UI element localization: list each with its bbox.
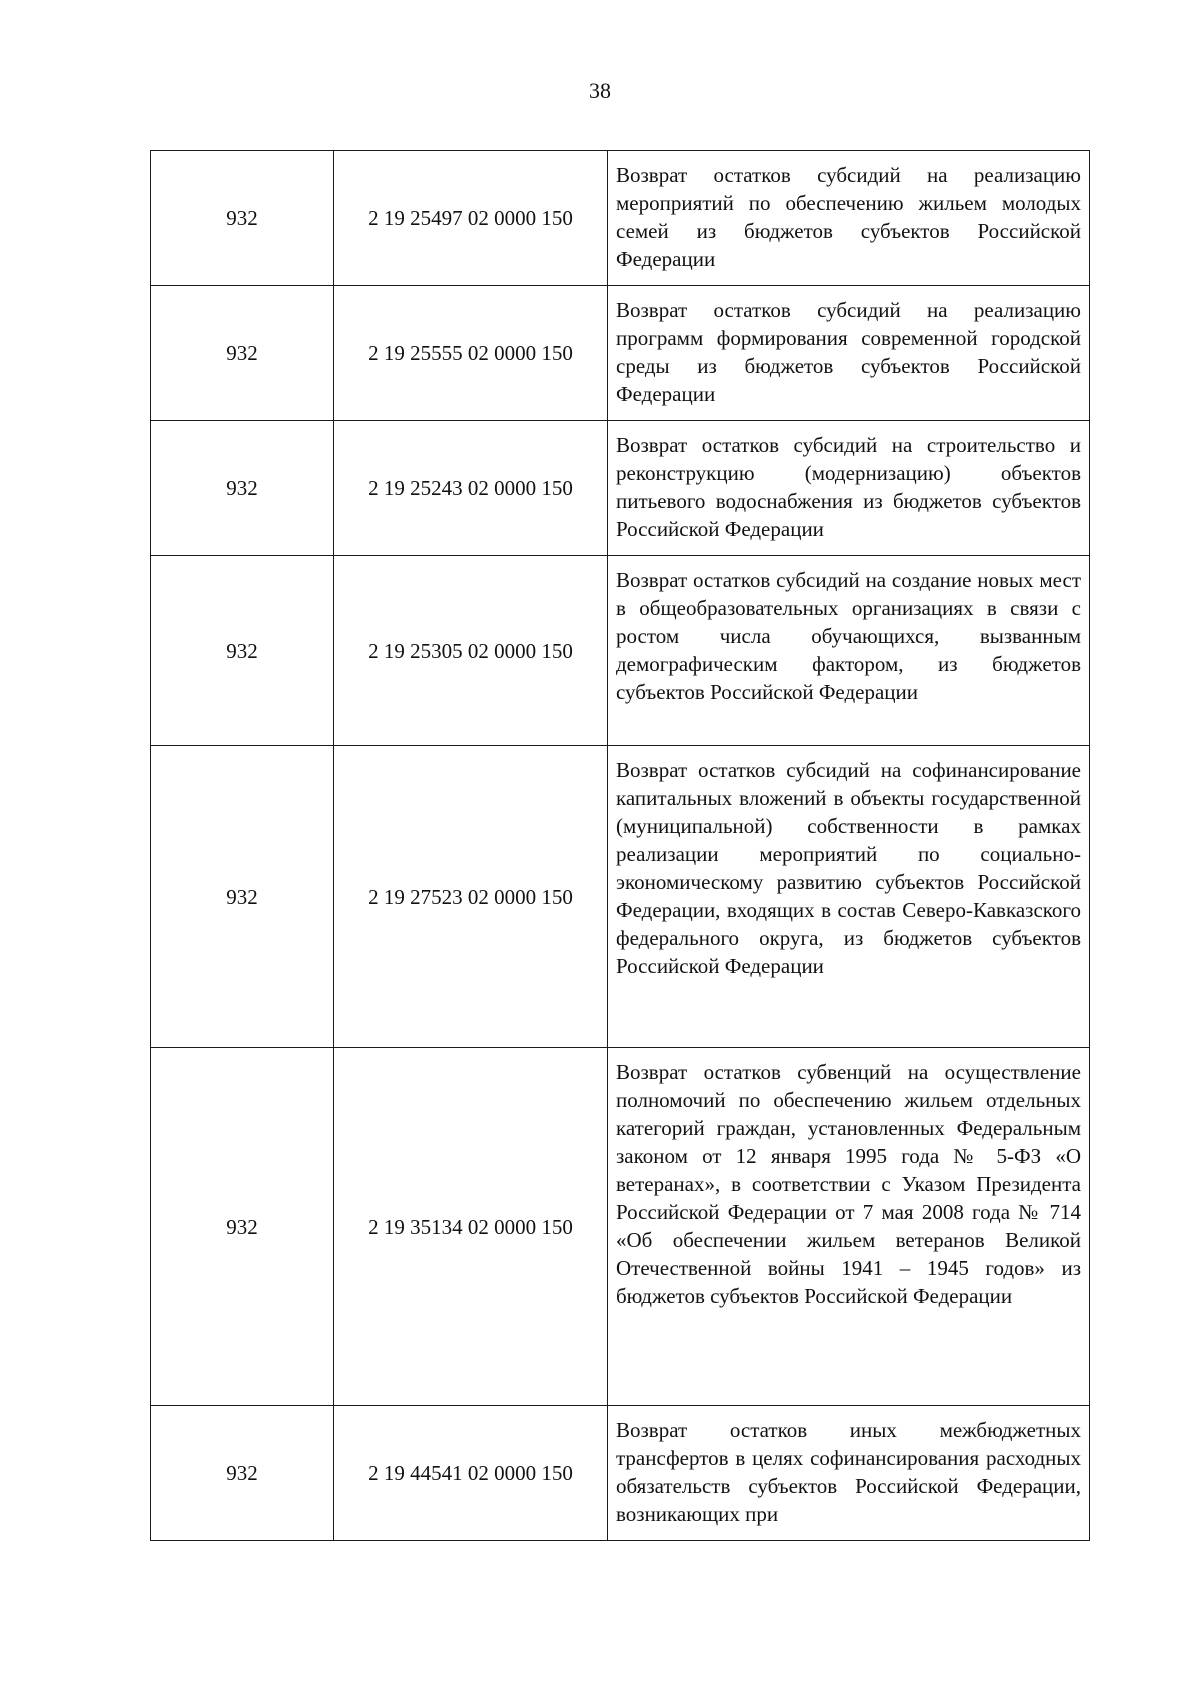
table-row [151, 151, 1090, 286]
budget-code-cell: 2 19 25497 02 0000 150 [334, 151, 608, 286]
table-row [151, 1048, 1090, 1406]
budget-code-cell: 2 19 35134 02 0000 150 [334, 1048, 608, 1406]
description-cell: Возврат остатков субсидий на реализацию программ формирования современной городской среды из бюджетов субъектов Российской Федерации [608, 286, 1090, 421]
description-cell: Возврат остатков субсидий на строительство и реконструкцию (модернизацию) объектов питьевого водоснабжения из бюджетов субъектов Российской Федерации [608, 421, 1090, 556]
table-row [151, 556, 1090, 746]
table-row [151, 1406, 1090, 1541]
budget-code-cell: 2 19 25555 02 0000 150 [334, 286, 608, 421]
admin-code-cell: 932 [151, 421, 334, 556]
budget-code-cell: 2 19 25305 02 0000 150 [334, 556, 608, 746]
admin-code-cell: 932 [151, 151, 334, 286]
description-cell: Возврат остатков субсидий на софинансирование капитальных вложений в объекты государственной (муниципальной) собственности в рамках реализации мероприятий по социально-экономическому развитию субъектов Российской Федерации, входящих в состав Северо-Кавказского федерального округа, из бюджетов субъектов Российской Федерации [608, 746, 1090, 1048]
table-row [151, 286, 1090, 421]
table-row [151, 421, 1090, 556]
admin-code-cell: 932 [151, 1048, 334, 1406]
budget-classification-table [150, 150, 1090, 1541]
admin-code-cell: 932 [151, 1406, 334, 1541]
admin-code-cell: 932 [151, 746, 334, 1048]
description-cell: Возврат остатков субсидий на создание новых мест в общеобразовательных организациях в связи с ростом числа обучающихся, вызванным демографическим фактором, из бюджетов субъектов Российской Федерации [608, 556, 1090, 746]
budget-code-cell: 2 19 44541 02 0000 150 [334, 1406, 608, 1541]
table-row [151, 746, 1090, 1048]
description-cell: Возврат остатков субсидий на реализацию мероприятий по обеспечению жильем молодых семей из бюджетов субъектов Российской Федерации [608, 151, 1090, 286]
description-cell: Возврат остатков субвенций на осуществление полномочий по обеспечению жильем отдельных категорий граждан, установленных Федеральным законом от 12 января 1995 года № 5-ФЗ «О ветеранах», в соответствии с Указом Президента Российской Федерации от 7 мая 2008 года № 714 «Об обеспечении жильем ветеранов Великой Отечественной войны 1941 – 1945 годов» из бюджетов субъектов Российской Федерации [608, 1048, 1090, 1406]
budget-code-cell: 2 19 25243 02 0000 150 [334, 421, 608, 556]
page-number: 38 [589, 78, 611, 103]
description-cell: Возврат остатков иных межбюджетных трансфертов в целях софинансирования расходных обязательств субъектов Российской Федерации, возникающих при [608, 1406, 1090, 1541]
admin-code-cell: 932 [151, 286, 334, 421]
budget-code-cell: 2 19 27523 02 0000 150 [334, 746, 608, 1048]
admin-code-cell: 932 [151, 556, 334, 746]
